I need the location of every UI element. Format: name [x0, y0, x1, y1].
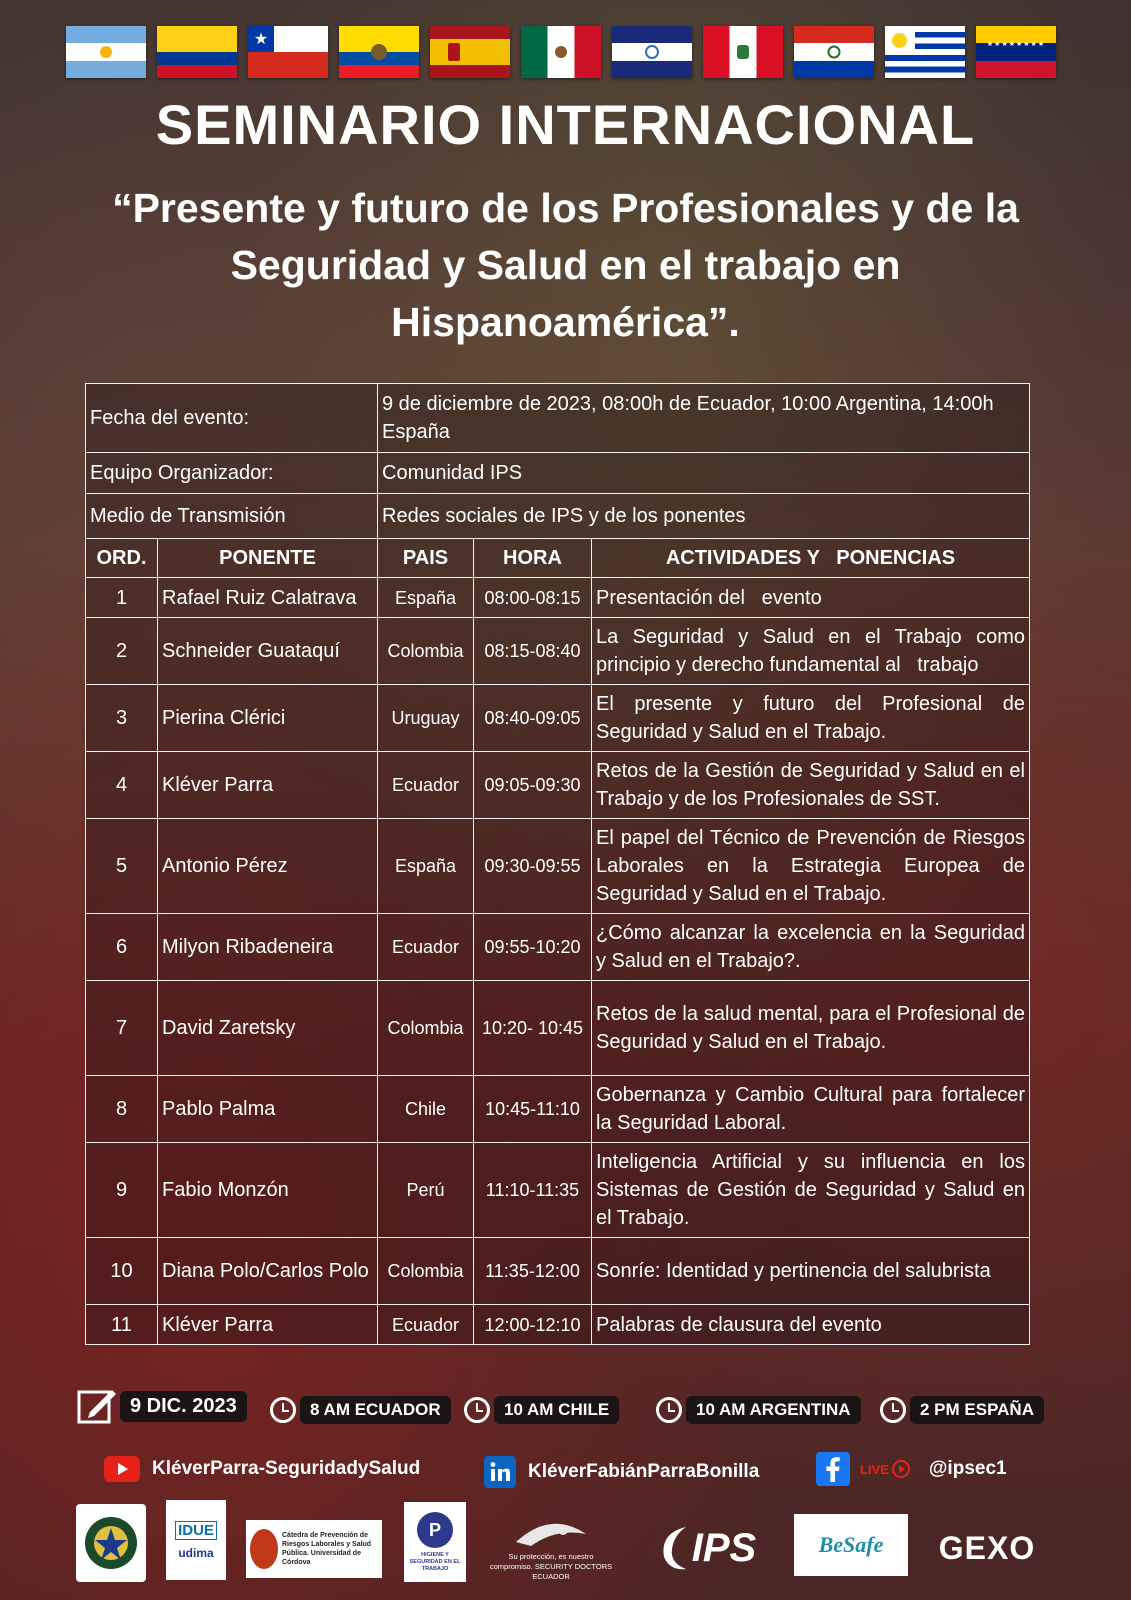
row-ponente: Diana Polo/Carlos Polo	[158, 1238, 378, 1305]
time-chile: 10 AM CHILE	[494, 1396, 619, 1424]
clock-icon	[464, 1397, 490, 1423]
row-hora: 09:30-09:55	[474, 819, 592, 914]
time-argentina: 10 AM ARGENTINA	[686, 1396, 861, 1424]
catedra-text: Cátedra de Prevención de Riesgos Laborales y Salud Pública. Universidad de Córdova	[282, 1532, 372, 1566]
row-pais: Perú	[378, 1143, 474, 1238]
clock-icon	[270, 1397, 296, 1423]
flag-espana	[430, 26, 510, 78]
row-actividad: Gobernanza y Cambio Cultural para fortalecer la Seguridad Laboral.	[592, 1076, 1030, 1143]
row-actividad: ¿Cómo alcanzar la excelencia en la Seguridad y Salud en el Trabajo?.	[592, 914, 1030, 981]
facebook-icon	[816, 1452, 850, 1486]
row-ponente: Kléver Parra	[158, 752, 378, 819]
header-ponente: PONENTE	[158, 539, 378, 578]
row-pais: Ecuador	[378, 914, 474, 981]
police-badge-logo	[76, 1504, 146, 1582]
youtube-handle: KléverParra-SeguridadySalud	[152, 1458, 421, 1479]
youtube-icon	[104, 1456, 140, 1482]
row-ord: 6	[86, 914, 158, 981]
row-pais: España	[378, 578, 474, 618]
equipo-label: Equipo Organizador:	[86, 453, 378, 494]
row-pais: Ecuador	[378, 1305, 474, 1345]
catedra-logo	[246, 1520, 382, 1578]
medio-label: Medio de Transmisión	[86, 494, 378, 539]
security-doctors-text: Su protección, es nuestro compromiso. SECURITY DOCTORS ECUADOR	[489, 1552, 613, 1581]
flag-venezuela: ★★★★★★★★	[976, 26, 1056, 78]
row-hora: 08:40-09:05	[474, 685, 592, 752]
linkedin-link[interactable]	[484, 1456, 759, 1488]
table-row	[86, 914, 1030, 981]
row-hora: 11:10-11:35	[474, 1143, 592, 1238]
info-row-medio	[86, 494, 1030, 539]
social-row	[0, 1452, 1131, 1492]
besafe-logo	[794, 1514, 908, 1576]
date-pill	[76, 1390, 247, 1422]
row-hora: 09:05-09:30	[474, 752, 592, 819]
table-row	[86, 819, 1030, 914]
security-doctors-logo	[486, 1514, 616, 1584]
row-pais: Colombia	[378, 618, 474, 685]
flag-uruguay	[885, 26, 965, 78]
row-ord: 9	[86, 1143, 158, 1238]
row-actividad: La Seguridad y Salud en el Trabajo como principio y derecho fundamental al trabajo	[592, 618, 1030, 685]
row-actividad: Presentación del evento	[592, 578, 1030, 618]
row-hora: 09:55-10:20	[474, 914, 592, 981]
row-ponente: Antonio Pérez	[158, 819, 378, 914]
row-ponente: Kléver Parra	[158, 1305, 378, 1345]
table-row	[86, 981, 1030, 1076]
table-header-row	[86, 539, 1030, 578]
row-actividad: Palabras de clausura del evento	[592, 1305, 1030, 1345]
calendar-edit-icon	[76, 1386, 120, 1426]
row-actividad: Inteligencia Artificial y su influencia en los Sistemas de Gestión de Seguridad y Salud en el Trabajo.	[592, 1143, 1030, 1238]
row-ord: 1	[86, 578, 158, 618]
page-subtitle: “Presente y futuro de los Profesionales y de la Seguridad y Salud en el trabajo en Hispanoamérica”.	[112, 185, 1019, 345]
header-ord: ORD.	[86, 539, 158, 578]
live-label: LIVE	[860, 1461, 889, 1477]
linkedin-handle: KléverFabiánParraBonilla	[528, 1461, 760, 1482]
schedule-row	[74, 1390, 1064, 1436]
row-ponente: David Zaretsky	[158, 981, 378, 1076]
row-actividad: El papel del Técnico de Prevención de Riesgos Laborales en la Estrategia Europea de Seguridad y Salud en el Trabajo.	[592, 819, 1030, 914]
youtube-link[interactable]	[104, 1456, 420, 1482]
row-ord: 2	[86, 618, 158, 685]
row-ord: 8	[86, 1076, 158, 1143]
header-hora: HORA	[474, 539, 592, 578]
info-row-equipo	[86, 453, 1030, 494]
row-ord: 7	[86, 981, 158, 1076]
equipo-value: Comunidad IPS	[378, 453, 1030, 494]
header-pais: PAIS	[378, 539, 474, 578]
table-row	[86, 1305, 1030, 1345]
program-rows	[86, 578, 1030, 1345]
besafe-text: BeSafe	[818, 1532, 884, 1557]
time-chile-pill	[464, 1394, 619, 1426]
gexo-logo	[932, 1526, 1042, 1570]
row-pais: España	[378, 819, 474, 914]
time-argentina-pill	[656, 1394, 861, 1426]
row-ord: 11	[86, 1305, 158, 1345]
facebook-handle: @ipsec1	[928, 1458, 1007, 1479]
time-espana: 2 PM ESPAÑA	[910, 1396, 1044, 1424]
ips-logo	[640, 1518, 772, 1578]
flag-mexico	[521, 26, 601, 78]
row-hora: 08:00-08:15	[474, 578, 592, 618]
row-ord: 3	[86, 685, 158, 752]
flag-nicaragua	[612, 26, 692, 78]
table-row	[86, 1076, 1030, 1143]
table-row	[86, 685, 1030, 752]
row-hora: 11:35-12:00	[474, 1238, 592, 1305]
medio-value: Redes sociales de IPS y de los ponentes	[378, 494, 1030, 539]
flag-colombia	[157, 26, 237, 78]
row-pais: Ecuador	[378, 752, 474, 819]
time-ecuador-pill	[270, 1394, 451, 1426]
table-row	[86, 752, 1030, 819]
udima-text: udima	[178, 1545, 214, 1560]
row-hora: 10:45-11:10	[474, 1076, 592, 1143]
hys-text: HIGIENE Y SEGURIDAD EN EL TRABAJO	[409, 1551, 461, 1572]
gexo-text: GEXO	[938, 1529, 1036, 1566]
idue-udima-logo	[166, 1500, 226, 1580]
row-pais: Colombia	[378, 981, 474, 1076]
row-actividad: Retos de la Gestión de Seguridad y Salud en el Trabajo y de los Profesionales de SST.	[592, 752, 1030, 819]
fecha-label: Fecha del evento:	[86, 384, 378, 453]
hys-logo: P HIGIENE Y SEGURIDAD EN EL TRABAJO	[404, 1502, 466, 1582]
row-ponente: Pablo Palma	[158, 1076, 378, 1143]
flag-paraguay	[794, 26, 874, 78]
row-ponente: Fabio Monzón	[158, 1143, 378, 1238]
row-ord: 10	[86, 1238, 158, 1305]
idue-text: IDUE	[175, 1521, 217, 1540]
date-text: 9 DIC. 2023	[120, 1391, 247, 1422]
flag-argentina	[66, 26, 146, 78]
table-row	[86, 1143, 1030, 1238]
flag-chile: ★	[248, 26, 328, 78]
row-ponente: Schneider Guataquí	[158, 618, 378, 685]
facebook-link[interactable]	[816, 1452, 1007, 1486]
flag-peru	[703, 26, 783, 78]
clock-icon	[880, 1397, 906, 1423]
row-ponente: Milyon Ribadeneira	[158, 914, 378, 981]
table-row	[86, 1238, 1030, 1305]
flags-row	[66, 26, 1056, 80]
row-pais: Colombia	[378, 1238, 474, 1305]
sponsor-logos	[74, 1500, 1054, 1588]
linkedin-icon	[484, 1456, 516, 1488]
row-actividad: Retos de la salud mental, para el Profesional de Seguridad y Salud en el Trabajo.	[592, 981, 1030, 1076]
row-actividad: Sonríe: Identidad y pertinencia del salubrista	[592, 1238, 1030, 1305]
row-pais: Uruguay	[378, 685, 474, 752]
row-ponente: Pierina Clérici	[158, 685, 378, 752]
row-pais: Chile	[378, 1076, 474, 1143]
fecha-value: 9 de diciembre de 2023, 08:00h de Ecuador, 10:00 Argentina, 14:00h España	[378, 384, 1030, 453]
row-hora: 10:20- 10:45	[474, 981, 592, 1076]
row-ord: 5	[86, 819, 158, 914]
live-play-icon	[891, 1459, 911, 1479]
flag-ecuador	[339, 26, 419, 78]
time-ecuador: 8 AM ECUADOR	[300, 1396, 451, 1424]
row-actividad: El presente y futuro del Profesional de Seguridad y Salud en el Trabajo.	[592, 685, 1030, 752]
table-row	[86, 618, 1030, 685]
row-ord: 4	[86, 752, 158, 819]
ips-text: IPS	[691, 1525, 757, 1570]
row-ponente: Rafael Ruiz Calatrava	[158, 578, 378, 618]
program-table	[85, 383, 1030, 1345]
time-espana-pill	[880, 1394, 1044, 1426]
clock-icon	[656, 1397, 682, 1423]
header-actividades: ACTIVIDADES Y PONENCIAS	[592, 539, 1030, 578]
row-hora: 12:00-12:10	[474, 1305, 592, 1345]
info-row-fecha	[86, 384, 1030, 453]
page-title: SEMINARIO INTERNACIONAL	[155, 93, 976, 156]
table-row	[86, 578, 1030, 618]
row-hora: 08:15-08:40	[474, 618, 592, 685]
